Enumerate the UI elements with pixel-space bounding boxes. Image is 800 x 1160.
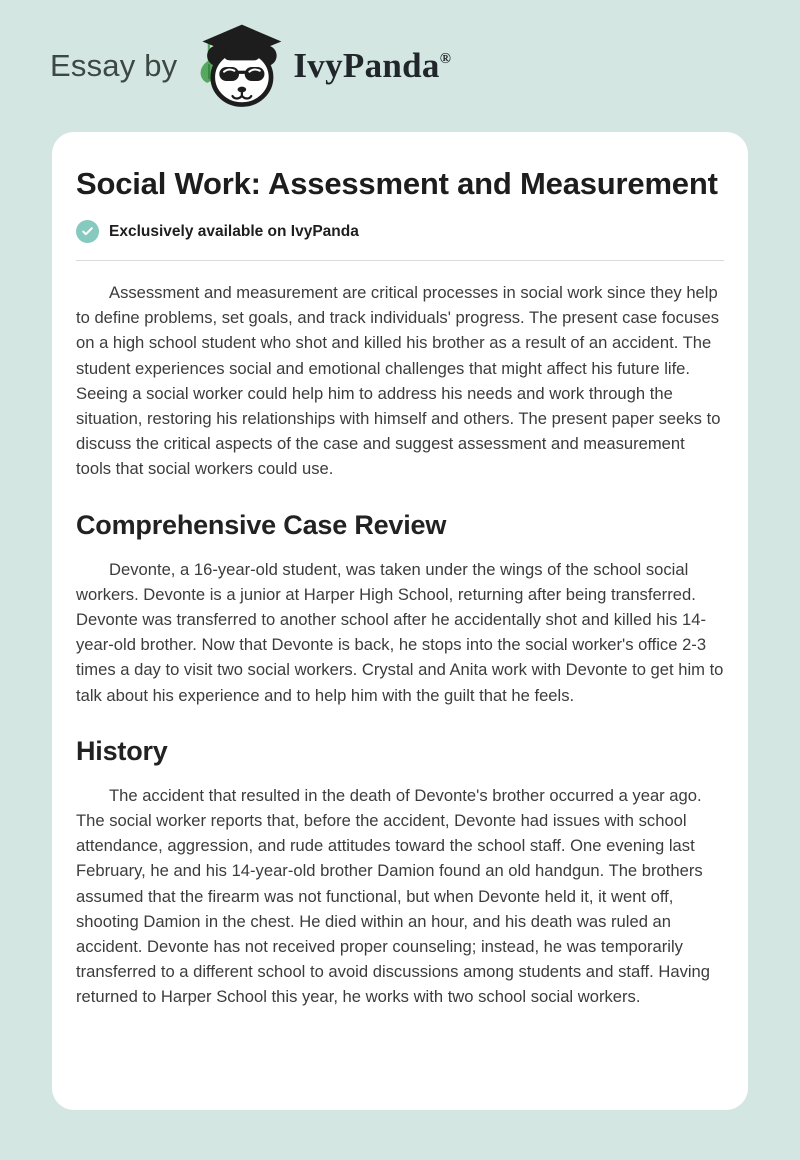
intro-paragraph: Assessment and measurement are critical processes in social work since they help to define problems, set goals, and track individuals' progress. The present case focuses on a high school student who shot and killed his brother as a result of an accident. The student experiences social and emotional challenges that might affect his future life. Seeing a social worker could help him to address his needs and work through the situation, restoring his relationships with himself and others. The present paper seeks to discuss the critical aspects of the case and suggest assessment and measurement tools that social workers could use. [76, 283, 721, 479]
history-paragraph: The accident that resulted in the death of Devonte's brother occurred a year ago. The social worker reports that, before the accident, Devonte had issues with school attendance, aggression, and rude attitudes toward the school staff. One evening last February, he and his 14-year-old brother Damion found an old handgun. The brothers assumed that the firearm was not functional, but when Devonte held it, it went off, shooting Damion in the chest. He died within an hour, and his death was ruled an accident. Devonte has not received proper counseling; instead, he was temporarily transferred to a different school to avoid discussions among students and staff. Having returned to Harper School this year, he works with two school social workers. [76, 785, 711, 1007]
essay-card [52, 132, 748, 1110]
exclusive-badge [76, 220, 724, 243]
essay-by-label: Essay by [50, 48, 178, 83]
divider [76, 260, 724, 261]
site-header [0, 0, 800, 132]
check-icon [76, 220, 99, 243]
case-review-paragraph: Devonte, a 16-year-old student, was taken under the wings of the school social workers. Devonte is a junior at Harper High School, returning after being transferred. Devonte was transferred to another school after he accidentally shot and killed his 14-year-old brother. Now that Devonte is back, he stops into the social worker's office 2-3 times a day to visit two social workers. Crystal and Anita work with Devonte to get him to talk about his experience and to help him with the guilt that he feels. [76, 559, 724, 705]
brand-text: IvyPanda [293, 46, 440, 85]
badge-label: Exclusively available on IvyPanda [109, 222, 359, 240]
panda-graduate-icon[interactable] [193, 19, 287, 113]
brand-name[interactable] [293, 46, 451, 86]
section-heading-history: History [76, 735, 168, 766]
section-heading-case-review: Comprehensive Case Review [76, 509, 447, 540]
registered-trademark: ® [439, 51, 452, 67]
essay-title: Social Work: Assessment and Measurement [76, 166, 718, 201]
